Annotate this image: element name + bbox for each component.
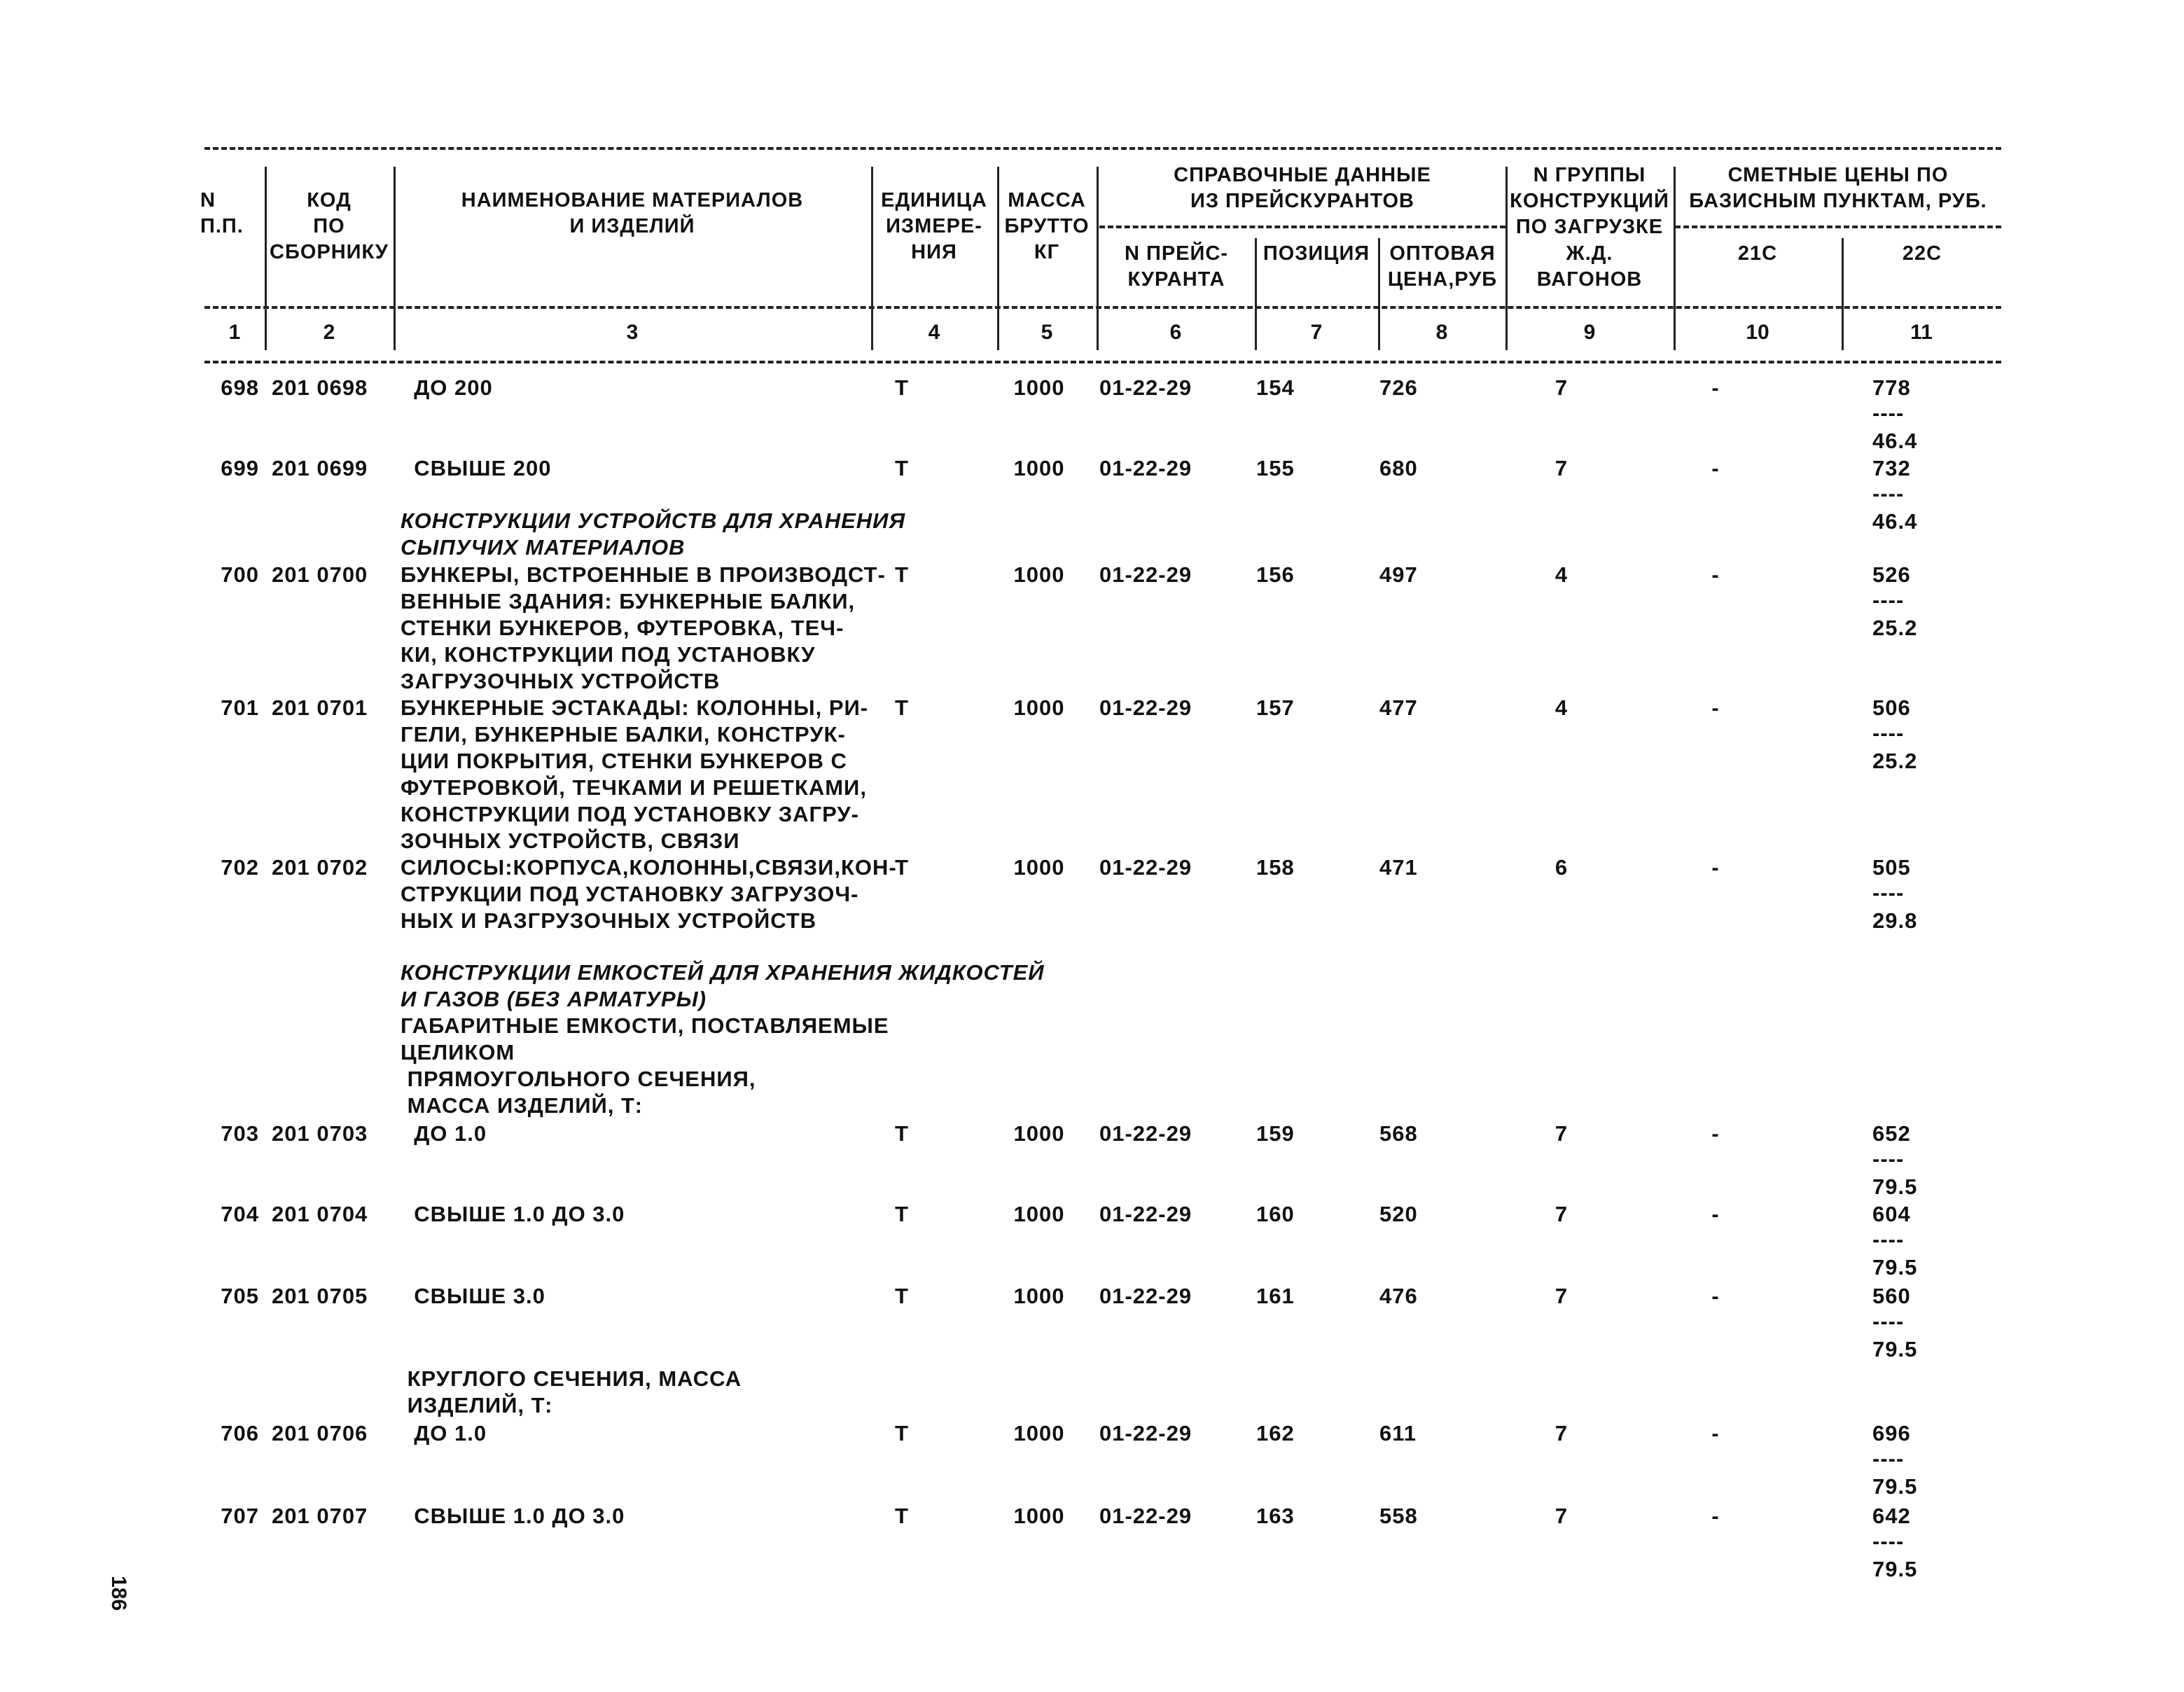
header-col1: N П.П. <box>200 189 244 237</box>
item-name: БУНКЕРНЫЕ ЭСТАКАДЫ: КОЛОННЫ, РИ- ГЕЛИ, БУНКЕРНЫЕ БАЛКИ, КОНСТРУК- ЦИИ ПОКРЫТИЯ, СТЕНКИ БУНКЕРОВ С ФУТЕРОВКОЙ, ТЕЧКАМИ И РЕШЕТКАМИ, КОНСТРУКЦИИ ПОД УСТАНОВКУ ЗАГРУ- ЗОЧНЫХ УСТРОЙСТВ, СВЯЗИ <box>401 695 869 853</box>
price-22c-transport: 25.2 <box>1872 616 1918 640</box>
header-col9-bottom: Ж.Д. ВАГОНОВ <box>1536 242 1643 291</box>
column-number: 11 <box>1910 321 1933 344</box>
item-code: 201 0699 <box>272 456 368 480</box>
price-22c-transport: 29.8 <box>1872 908 1918 933</box>
price-21c: - <box>1711 695 1720 720</box>
wagon-group: 7 <box>1554 456 1569 480</box>
price-22c: 526 <box>1872 562 1911 587</box>
price-list-position: 154 <box>1256 375 1295 400</box>
item-code: 201 0701 <box>272 695 368 720</box>
price-22c-transport: 79.5 <box>1872 1474 1918 1499</box>
header-group-ref: СПРАВОЧНЫЕ ДАННЫЕ ИЗ ПРЕЙСКУРАНТОВ <box>1174 164 1431 212</box>
item-code: 201 0700 <box>272 562 368 587</box>
item-name: СВЫШЕ 1.0 ДО 3.0 <box>401 1202 625 1226</box>
price-22c: 652 <box>1872 1121 1911 1146</box>
fraction-bar: ---- <box>1872 1227 1905 1251</box>
wagon-group: 7 <box>1554 1284 1569 1308</box>
row-number: 705 <box>221 1284 259 1308</box>
price-22c-transport: 79.5 <box>1872 1255 1918 1280</box>
price-21c: - <box>1711 1504 1720 1528</box>
item-name: СВЫШЕ 3.0 <box>401 1284 545 1308</box>
header-col2: КОД ПО СБОРНИКУ <box>270 189 389 263</box>
price-21c: - <box>1711 1202 1720 1226</box>
price-21c: - <box>1711 562 1720 587</box>
item-name: ДО 200 <box>401 375 493 400</box>
row-number: 704 <box>221 1202 259 1226</box>
price-22c-transport: 46.4 <box>1872 429 1918 453</box>
row-number: 707 <box>221 1504 259 1528</box>
header-col6: N ПРЕЙС- КУРАНТА <box>1125 242 1228 291</box>
wagon-group: 6 <box>1554 855 1569 880</box>
price-list-position: 159 <box>1256 1121 1295 1146</box>
wagon-group: 4 <box>1554 562 1569 587</box>
item-code: 201 0705 <box>272 1284 368 1308</box>
wholesale-price: 520 <box>1379 1202 1418 1226</box>
fraction-bar: ---- <box>1872 880 1905 905</box>
price-21c: - <box>1711 375 1720 400</box>
item-code: 201 0707 <box>272 1504 368 1528</box>
item-name: СИЛОСЫ:КОРПУСА,КОЛОННЫ,СВЯЗИ,КОН- СТРУКЦИИ ПОД УСТАНОВКУ ЗАГРУЗОЧ- НЫХ И РАЗГРУЗОЧНЫХ УСТРОЙСТВ <box>401 855 897 933</box>
price-list-number: 01-22-29 <box>1099 1121 1192 1146</box>
price-22c: 642 <box>1872 1504 1911 1528</box>
gross-mass: 1000 <box>1013 1504 1065 1528</box>
price-22c: 696 <box>1872 1421 1911 1445</box>
item-code: 201 0706 <box>272 1421 368 1445</box>
column-number: 3 <box>626 321 639 344</box>
price-list-number: 01-22-29 <box>1099 562 1192 587</box>
gross-mass: 1000 <box>1013 562 1065 587</box>
item-name: СВЫШЕ 1.0 ДО 3.0 <box>401 1504 625 1528</box>
wholesale-price: 726 <box>1379 375 1418 400</box>
fraction-bar: ---- <box>1872 721 1905 745</box>
column-number: 6 <box>1169 321 1182 344</box>
header-group-prices: СМЕТНЫЕ ЦЕНЫ ПО БАЗИСНЫМ ПУНКТАМ, РУБ. <box>1689 164 1987 212</box>
column-number: 1 <box>228 321 241 344</box>
column-number: 7 <box>1310 321 1323 344</box>
price-22c: 604 <box>1872 1202 1911 1226</box>
header-col8: ОПТОВАЯ ЦЕНА,РУБ <box>1387 242 1498 291</box>
wagon-group: 7 <box>1554 375 1569 400</box>
item-code: 201 0698 <box>272 375 368 400</box>
gross-mass: 1000 <box>1013 456 1065 480</box>
section-subtitle-rectangular: ПРЯМОУГОЛЬНОГО СЕЧЕНИЯ, МАССА ИЗДЕЛИЙ, Т: <box>407 1067 756 1118</box>
wholesale-price: 497 <box>1379 562 1418 587</box>
item-name: СВЫШЕ 200 <box>401 456 552 480</box>
price-list-number: 01-22-29 <box>1099 1202 1192 1226</box>
price-list-position: 162 <box>1256 1421 1295 1445</box>
unit: Т <box>895 1121 909 1146</box>
fraction-bar: ---- <box>1872 401 1905 425</box>
row-number: 701 <box>221 695 259 720</box>
price-list-position: 163 <box>1256 1504 1295 1528</box>
price-list-position: 160 <box>1256 1202 1295 1226</box>
price-22c: 778 <box>1872 375 1911 400</box>
section-subtitle-round: КРУГЛОГО СЕЧЕНИЯ, МАССА ИЗДЕЛИЙ, Т: <box>407 1366 742 1417</box>
group-ref-divider <box>1099 226 1505 228</box>
price-22c: 560 <box>1872 1284 1911 1308</box>
price-list-number: 01-22-29 <box>1099 1421 1192 1445</box>
header-col9-top: N ГРУППЫ КОНСТРУКЦИЙ ПО ЗАГРУЗКЕ <box>1510 164 1669 238</box>
price-22c-transport: 79.5 <box>1872 1337 1918 1361</box>
price-list-number: 01-22-29 <box>1099 1284 1192 1308</box>
wholesale-price: 477 <box>1379 695 1418 720</box>
item-name: ДО 1.0 <box>401 1421 487 1445</box>
wholesale-price: 611 <box>1379 1421 1417 1445</box>
gross-mass: 1000 <box>1013 1284 1065 1308</box>
price-list-position: 156 <box>1256 562 1295 587</box>
row-number: 702 <box>221 855 259 880</box>
table-top-rule <box>204 147 2001 150</box>
price-list-number: 01-22-29 <box>1099 456 1192 480</box>
wagon-group: 4 <box>1554 695 1569 720</box>
item-code: 201 0703 <box>272 1121 368 1146</box>
header-col11: 22С <box>1902 242 1942 265</box>
column-number: 4 <box>928 321 940 344</box>
column-number: 10 <box>1746 321 1769 344</box>
price-22c-transport: 46.4 <box>1872 509 1918 534</box>
wholesale-price: 680 <box>1379 456 1418 480</box>
gross-mass: 1000 <box>1013 1121 1065 1146</box>
gross-mass: 1000 <box>1013 1421 1065 1445</box>
price-21c: - <box>1711 1121 1720 1146</box>
item-name: БУНКЕРЫ, ВСТРОЕННЫЕ В ПРОИЗВОДСТ- ВЕННЫЕ ЗДАНИЯ: БУНКЕРНЫЕ БАЛКИ, СТЕНКИ БУНКЕРОВ, ФУТЕРОВКА, ТЕЧ- КИ, КОНСТРУКЦИИ ПОД УСТАНОВКУ ЗАГРУЗОЧНЫХ УСТРОЙСТВ <box>401 562 886 693</box>
gross-mass: 1000 <box>1013 855 1065 880</box>
price-22c-transport: 79.5 <box>1872 1174 1918 1199</box>
fraction-bar: ---- <box>1872 588 1905 612</box>
wholesale-price: 558 <box>1379 1504 1418 1528</box>
item-code: 201 0704 <box>272 1202 368 1226</box>
unit: Т <box>895 695 909 720</box>
wagon-group: 7 <box>1554 1504 1569 1528</box>
price-list-number: 01-22-29 <box>1099 375 1192 400</box>
unit: Т <box>895 1202 909 1226</box>
unit: Т <box>895 855 909 880</box>
column-number: 5 <box>1041 321 1053 344</box>
unit: Т <box>895 375 909 400</box>
price-22c: 505 <box>1872 855 1911 880</box>
column-number: 8 <box>1435 321 1448 344</box>
wagon-group: 7 <box>1554 1421 1569 1445</box>
price-21c: - <box>1711 1284 1720 1308</box>
unit: Т <box>895 1504 909 1528</box>
column-number: 2 <box>323 321 335 344</box>
row-number: 706 <box>221 1421 259 1445</box>
price-list-position: 161 <box>1256 1284 1295 1308</box>
gross-mass: 1000 <box>1013 1202 1065 1226</box>
header-col10: 21С <box>1737 242 1778 265</box>
section-subtitle-tanks: ГАБАРИТНЫЕ ЕМКОСТИ, ПОСТАВЛЯЕМЫЕ ЦЕЛИКОМ <box>401 1013 889 1065</box>
row-number: 703 <box>221 1121 259 1146</box>
price-list-position: 157 <box>1256 695 1295 720</box>
unit: Т <box>895 1421 909 1445</box>
page-number: 186 <box>107 1576 130 1611</box>
price-list-number: 01-22-29 <box>1099 695 1192 720</box>
unit: Т <box>895 1284 909 1308</box>
unit: Т <box>895 456 909 480</box>
price-list-position: 158 <box>1256 855 1295 880</box>
price-22c: 506 <box>1872 695 1911 720</box>
section-title-bunkers: КОНСТРУКЦИИ УСТРОЙСТВ ДЛЯ ХРАНЕНИЯ СЫПУЧИХ МАТЕРИАЛОВ <box>401 508 906 560</box>
fraction-bar: ---- <box>1872 1446 1905 1471</box>
price-21c: - <box>1711 456 1720 480</box>
wholesale-price: 568 <box>1379 1121 1418 1146</box>
item-code: 201 0702 <box>272 855 368 880</box>
header-bottom-rule <box>204 306 2001 309</box>
section-title-tanks: КОНСТРУКЦИИ ЕМКОСТЕЙ ДЛЯ ХРАНЕНИЯ ЖИДКОСТЕЙ И ГАЗОВ (БЕЗ АРМАТУРЫ) <box>401 960 1045 1011</box>
price-22c-transport: 79.5 <box>1872 1557 1918 1581</box>
price-list-number: 01-22-29 <box>1099 855 1192 880</box>
row-number: 698 <box>221 375 259 400</box>
price-21c: - <box>1711 855 1720 880</box>
column-number: 9 <box>1583 321 1596 344</box>
price-list-number: 01-22-29 <box>1099 1504 1192 1528</box>
price-list-position: 155 <box>1256 456 1295 480</box>
gross-mass: 1000 <box>1013 375 1065 400</box>
wagon-group: 7 <box>1554 1202 1569 1226</box>
numbers-bottom-rule <box>204 361 2001 363</box>
unit: Т <box>895 562 909 587</box>
header-col3: НАИМЕНОВАНИЕ МАТЕРИАЛОВ И ИЗДЕЛИЙ <box>461 189 804 237</box>
row-number: 699 <box>221 456 259 480</box>
price-22c-transport: 25.2 <box>1872 749 1918 773</box>
fraction-bar: ---- <box>1872 1309 1905 1333</box>
wagon-group: 7 <box>1554 1121 1569 1146</box>
fraction-bar: ---- <box>1872 1146 1905 1171</box>
wholesale-price: 476 <box>1379 1284 1418 1308</box>
gross-mass: 1000 <box>1013 695 1065 720</box>
fraction-bar: ---- <box>1872 1529 1905 1553</box>
header-col7: ПОЗИЦИЯ <box>1263 242 1370 265</box>
group-prices-divider <box>1675 226 2001 228</box>
price-21c: - <box>1711 1421 1720 1445</box>
fraction-bar: ---- <box>1872 481 1905 506</box>
wholesale-price: 471 <box>1379 855 1418 880</box>
header-col4: ЕДИНИЦА ИЗМЕРЕ- НИЯ <box>881 189 987 263</box>
item-name: ДО 1.0 <box>401 1121 487 1146</box>
header-col5: МАССА БРУТТО КГ <box>1004 189 1090 263</box>
price-22c: 732 <box>1872 456 1911 480</box>
row-number: 700 <box>221 562 259 587</box>
